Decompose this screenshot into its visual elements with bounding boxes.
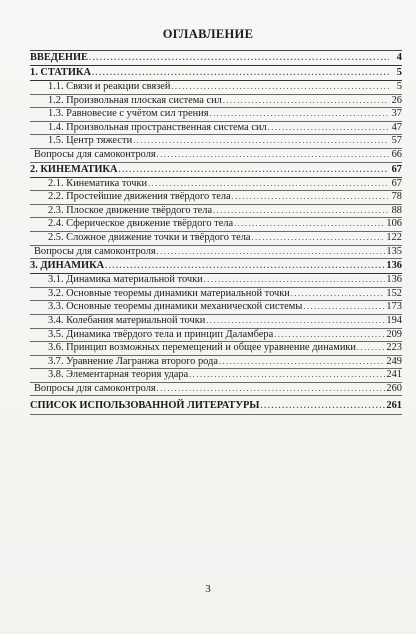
toc-entry-title: 2.2. Простейшие движения твёрдого тела <box>48 191 231 203</box>
toc-entry-page: 88 <box>391 204 402 216</box>
dot-leader <box>252 232 386 245</box>
toc-entry-page: 37 <box>391 108 402 120</box>
dot-leader <box>189 369 385 382</box>
toc-entry-title: 1.1. Связи и реакции связей <box>48 81 171 92</box>
toc-entry <box>30 356 402 370</box>
toc-entry-title: 2.3. Плоское движение твёрдого тела <box>48 204 213 216</box>
table-of-contents <box>30 50 402 415</box>
toc-entry-title: СПИСОК ИСПОЛЬЗОВАННОЙ ЛИТЕРАТУРЫ <box>30 400 260 412</box>
toc-entry <box>30 342 402 356</box>
dot-leader <box>303 301 385 314</box>
dot-leader <box>157 383 386 396</box>
toc-entry <box>30 397 402 415</box>
toc-entry-page: 122 <box>386 231 402 243</box>
toc-entry <box>30 232 402 246</box>
toc-entry <box>30 163 402 178</box>
toc-heading: ОГЛАВЛЕНИЕ <box>162 27 254 41</box>
toc-entry-title: 2.4. Сферическое движение твёрдого тела <box>48 218 234 230</box>
dot-leader <box>206 315 385 328</box>
dot-leader <box>171 81 389 94</box>
toc-entry-page: 260 <box>386 382 402 394</box>
toc-entry <box>30 108 402 122</box>
dot-leader <box>92 66 389 80</box>
toc-entry-title: ВВЕДЕНИЕ <box>30 52 88 63</box>
toc-entry-title: 1. СТАТИКА <box>30 67 91 78</box>
dot-leader <box>223 95 389 108</box>
toc-entry-title: 2. КИНЕМАТИКА <box>30 163 118 175</box>
toc-entry-title: 3.2. Основные теоремы динамики материальной точки <box>48 287 290 299</box>
toc-entry-title: Вопросы для самоконтроля <box>34 382 156 394</box>
toc-entry-title: 1.5. Центр тяжести <box>48 135 133 147</box>
toc-entry-page: 57 <box>391 135 402 147</box>
toc-entry <box>30 246 402 260</box>
toc-entry-page: 152 <box>386 287 402 299</box>
toc-entry <box>30 315 402 329</box>
toc-entry-title: 3.3. Основные теоремы динамики механической системы <box>48 301 303 313</box>
toc-entry-page: 26 <box>391 94 402 106</box>
toc-entry-page: 173 <box>386 301 402 313</box>
toc-entry-page: 223 <box>386 342 402 354</box>
dot-leader <box>357 342 385 355</box>
toc-entry-title: Вопросы для самоконтроля <box>34 148 156 160</box>
toc-entry-title: 2.5. Сложное движение точки и твёрдого тела <box>48 231 251 243</box>
page-number: 3 <box>205 583 211 595</box>
toc-entry-page: 4 <box>396 52 402 63</box>
toc-rows <box>30 51 402 415</box>
dot-leader <box>268 122 389 135</box>
toc-entry <box>30 51 402 66</box>
toc-entry-page: 106 <box>386 218 402 230</box>
toc-entry-page: 67 <box>391 177 402 189</box>
toc-entry-page: 47 <box>391 121 402 133</box>
toc-entry-page: 66 <box>391 148 402 160</box>
toc-entry <box>30 191 402 205</box>
toc-entry <box>30 218 402 232</box>
toc-entry <box>30 205 402 219</box>
dot-leader <box>291 288 386 301</box>
toc-entry-page: 78 <box>391 191 402 203</box>
toc-entry-title: 1.2. Произвольная плоская система сил <box>48 94 222 106</box>
toc-entry-page: 136 <box>386 274 402 286</box>
toc-entry-page: 136 <box>386 260 402 272</box>
toc-entry <box>30 178 402 192</box>
toc-entry-title: 3.7. Уравнение Лагранжа второго рода <box>48 355 218 367</box>
dot-leader <box>204 274 386 287</box>
toc-entry-title: 1.4. Произвольная пространственная система сил <box>48 121 267 133</box>
toc-entry-title: 3.6. Принцип возможных перемещений и общее уравнение динамики <box>48 342 356 354</box>
toc-entry <box>30 149 402 163</box>
toc-entry-title: 3.4. Колебания материальной точки <box>48 314 206 326</box>
toc-entry-page: 249 <box>386 355 402 367</box>
toc-entry <box>30 95 402 109</box>
dot-leader <box>89 51 389 65</box>
dot-leader <box>105 259 385 273</box>
toc-entry <box>30 288 402 302</box>
toc-entry-page: 241 <box>386 369 402 381</box>
toc-entry <box>30 274 402 288</box>
dot-leader <box>133 135 389 148</box>
dot-leader <box>234 218 385 231</box>
toc-entry-page: 5 <box>396 81 402 92</box>
toc-entry <box>30 122 402 136</box>
toc-entry-page: 209 <box>386 328 402 340</box>
toc-entry <box>30 259 402 274</box>
dot-leader <box>213 205 389 218</box>
toc-entry-page: 67 <box>391 163 402 175</box>
dot-leader <box>148 178 389 191</box>
toc-entry-title: 3.5. Динамика твёрдого тела и принцип Даламбера <box>48 328 274 340</box>
toc-entry-title: 1.3. Равновесие с учётом сил трения <box>48 108 209 120</box>
dot-leader <box>118 163 389 177</box>
toc-entry <box>30 135 402 149</box>
dot-leader <box>232 191 389 204</box>
toc-entry-title: 3. ДИНАМИКА <box>30 260 105 272</box>
toc-entry-page: 194 <box>386 314 402 326</box>
dot-leader <box>261 397 386 414</box>
dot-leader <box>157 246 386 259</box>
toc-entry-title: 3.8. Элементарная теория удара <box>48 369 189 381</box>
toc-entry-page: 135 <box>386 245 402 257</box>
toc-entry <box>30 66 402 81</box>
dot-leader <box>157 149 389 162</box>
toc-entry <box>30 329 402 343</box>
toc-entry <box>30 301 402 315</box>
toc-entry-title: 3.1. Динамика материальной точки <box>48 274 203 286</box>
toc-entry-title: 2.1. Кинематика точки <box>48 177 148 189</box>
toc-entry <box>30 369 402 383</box>
dot-leader <box>209 108 389 121</box>
dot-leader <box>274 329 385 342</box>
toc-entry-page: 261 <box>386 400 402 412</box>
toc-entry-title: Вопросы для самоконтроля <box>34 245 156 257</box>
toc-entry <box>30 383 402 397</box>
dot-leader <box>219 356 385 369</box>
toc-entry <box>30 81 402 95</box>
toc-entry-page: 5 <box>396 67 402 78</box>
